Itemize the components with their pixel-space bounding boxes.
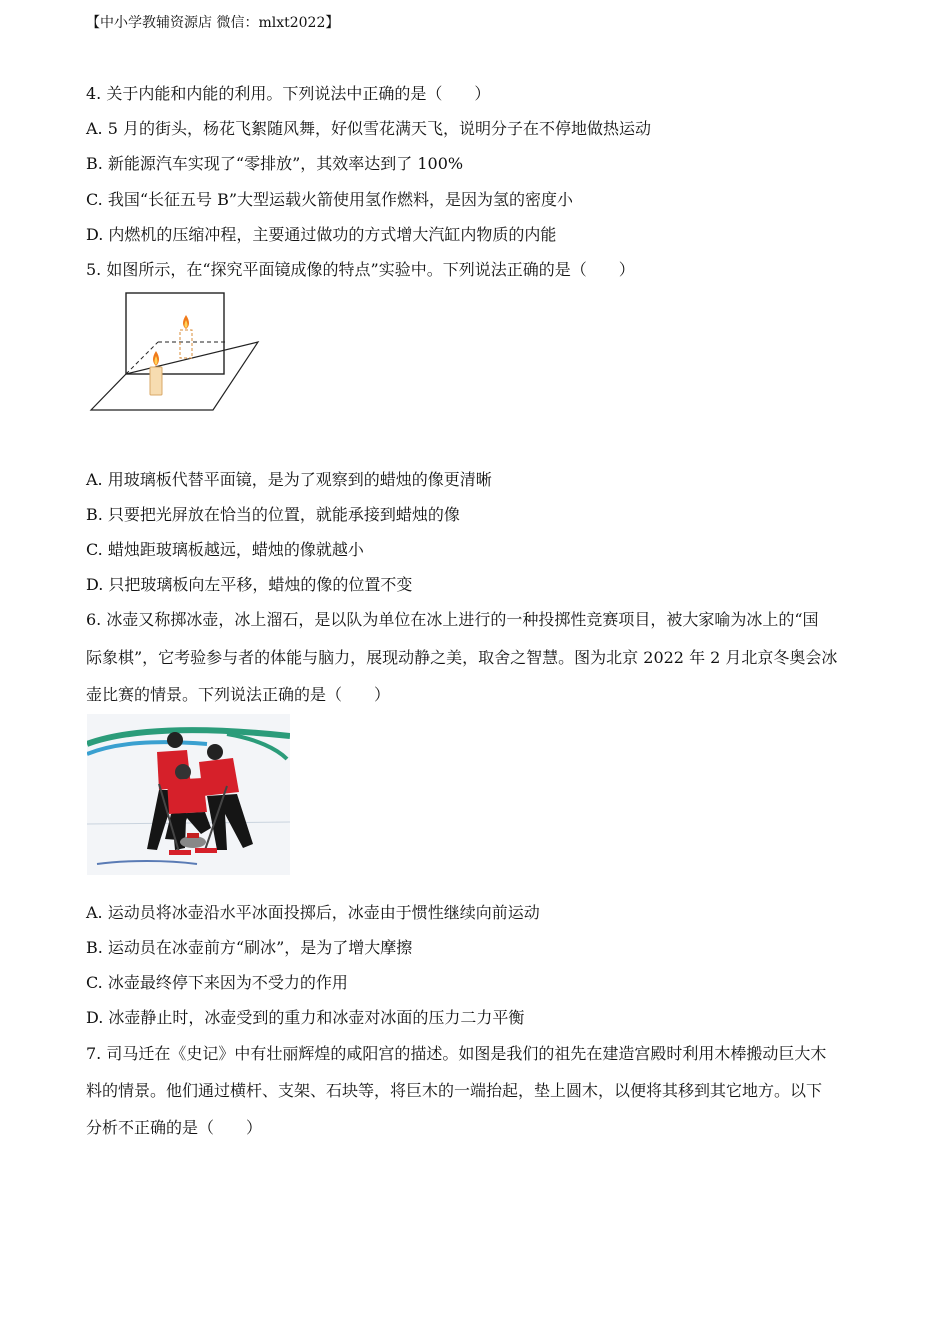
player-head bbox=[167, 732, 183, 748]
table-plane bbox=[91, 342, 258, 410]
q6-stem-line3: 壶比赛的情景。下列说法正确的是（ ） bbox=[86, 685, 391, 704]
player-jacket bbox=[199, 758, 239, 796]
q4-option-d: D. 内燃机的压缩冲程，主要通过做功的方式增大汽缸内物质的内能 bbox=[86, 225, 557, 244]
q6-stem-line1: 6. 冰壶又称掷冰壶，冰上溜石，是以队为单位在冰上进行的一种投掷性竞赛项目，被大家喻为冰上的“国 bbox=[86, 610, 819, 629]
q7-stem-line1: 7. 司马迁在《史记》中有壮丽辉煌的咸阳宫的描述。如图是我们的祖先在建造宫殿时利用木棒搬动巨大木 bbox=[86, 1044, 827, 1063]
q7-stem-line2: 料的情景。他们通过横杆、支架、石块等，将巨木的一端抬起，垫上圆木，以便将其移到其它地方。以下 bbox=[86, 1081, 823, 1100]
q4-option-b: B. 新能源汽车实现了“零排放”，其效率达到了 100% bbox=[86, 154, 464, 173]
q5-option-c: C. 蜡烛距玻璃板越远，蜡烛的像就越小 bbox=[86, 540, 364, 559]
q4-option-a: A. 5 月的街头，杨花飞絮随风舞，好似雪花满天飞，说明分子在不停地做热运动 bbox=[86, 119, 651, 138]
mirror-experiment-figure bbox=[88, 290, 263, 415]
q6-option-d: D. 冰壶静止时，冰壶受到的重力和冰壶对冰面的压力二力平衡 bbox=[86, 1008, 525, 1027]
q6-stem-line2: 际象棋”，它考验参与者的体能与脑力，展现动静之美，取舍之智慧。图为北京 2022 年 2 月北京冬奥会冰 bbox=[86, 648, 838, 667]
player-head bbox=[207, 744, 223, 760]
page-header: 【中小学教辅资源店 微信：mlxt2022】 bbox=[86, 15, 340, 31]
q5-option-a: A. 用玻璃板代替平面镜，是为了观察到的蜡烛的像更清晰 bbox=[86, 470, 492, 489]
player-head bbox=[175, 764, 191, 780]
q5-option-b: B. 只要把光屏放在恰当的位置，就能承接到蜡烛的像 bbox=[86, 505, 460, 524]
curling-photo bbox=[87, 714, 290, 875]
stone-handle bbox=[187, 833, 199, 838]
q6-option-a: A. 运动员将冰壶沿水平冰面投掷后，冰壶由于惯性继续向前运动 bbox=[86, 903, 540, 922]
candle bbox=[150, 367, 162, 395]
q7-stem-line3: 分析不正确的是（ ） bbox=[86, 1118, 263, 1137]
q6-option-c: C. 冰壶最终停下来因为不受力的作用 bbox=[86, 973, 348, 992]
broom-head bbox=[195, 848, 217, 853]
q4-option-c: C. 我国“长征五号 B”大型运载火箭使用氢作燃料，是因为氢的密度小 bbox=[86, 190, 574, 209]
player-jacket bbox=[167, 778, 207, 814]
candle-image bbox=[180, 330, 192, 358]
broom-head bbox=[169, 850, 191, 855]
q4-stem: 4. 关于内能和内能的利用。下列说法中正确的是（ ） bbox=[86, 84, 491, 103]
q5-option-d: D. 只把玻璃板向左平移，蜡烛的像的位置不变 bbox=[86, 575, 413, 594]
q6-option-b: B. 运动员在冰壶前方“刷冰”，是为了增大摩擦 bbox=[86, 938, 413, 957]
q5-stem: 5. 如图所示，在“探究平面镜成像的特点”实验中。下列说法正确的是（ ） bbox=[86, 260, 635, 279]
